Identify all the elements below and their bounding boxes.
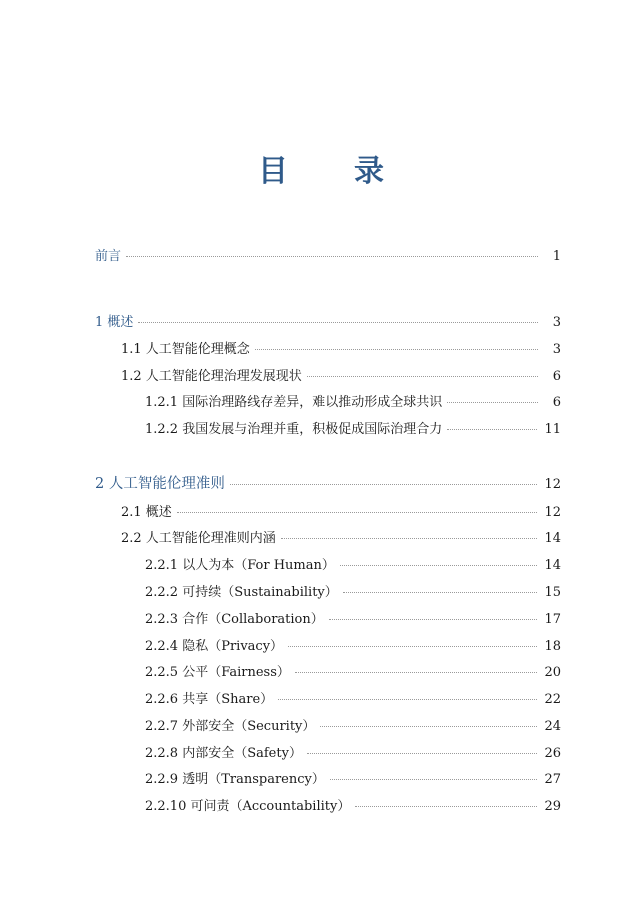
toc-page-number: 20 bbox=[544, 665, 561, 680]
dot-leader bbox=[278, 698, 537, 700]
toc-entry-preface[interactable] bbox=[95, 248, 561, 266]
toc-entry-label: 2.2.9 透明（Transparency） bbox=[145, 772, 325, 787]
toc-entry-2-2-8[interactable] bbox=[145, 745, 561, 763]
dot-leader bbox=[447, 428, 537, 430]
toc-entry-label: 1.2 人工智能伦理治理发展现状 bbox=[121, 369, 302, 384]
title-char-2: 录 bbox=[354, 154, 384, 189]
dot-leader bbox=[177, 511, 538, 513]
dot-leader bbox=[255, 348, 538, 350]
toc-entry-label: 2.2.6 共享（Share） bbox=[145, 692, 274, 707]
toc-page-number: 26 bbox=[544, 746, 561, 761]
dot-leader bbox=[126, 255, 538, 257]
toc-entry-2-2-2[interactable] bbox=[145, 584, 561, 602]
toc-page-number: 18 bbox=[544, 639, 561, 654]
toc-entry-label: 2.2.8 内部安全（Safety） bbox=[145, 746, 302, 761]
toc-entry-label: 2.2.10 可问责（Accountability） bbox=[145, 799, 351, 814]
toc-entry-label: 1.1 人工智能伦理概念 bbox=[121, 342, 250, 357]
toc-entry-2-2[interactable] bbox=[121, 530, 561, 548]
toc-entry-2-2-4[interactable] bbox=[145, 638, 561, 656]
toc-entry-label: 2.1 概述 bbox=[121, 505, 172, 520]
toc-entry-2-2-6[interactable] bbox=[145, 691, 561, 709]
toc-page-number: 22 bbox=[544, 692, 561, 707]
toc-entry-label: 2.2.4 隐私（Privacy） bbox=[145, 639, 284, 654]
dot-leader bbox=[355, 805, 537, 807]
dot-leader bbox=[288, 645, 537, 647]
toc-entry-2-2-10[interactable] bbox=[145, 798, 561, 816]
toc-page-number: 15 bbox=[544, 585, 561, 600]
toc-entry-label: 2.2.7 外部安全（Security） bbox=[145, 719, 316, 734]
toc-page-number: 14 bbox=[544, 558, 561, 573]
toc-entry-label: 2.2 人工智能伦理准则内涵 bbox=[121, 531, 276, 546]
toc-entry-label: 1.2.2 我国发展与治理并重，积极促成国际治理合力 bbox=[145, 422, 443, 437]
toc-entry-1-1[interactable] bbox=[121, 341, 561, 359]
toc-entry-chapter-1[interactable] bbox=[95, 314, 561, 332]
dot-leader bbox=[447, 401, 538, 403]
dot-leader bbox=[295, 671, 538, 673]
toc-entry-2-2-3[interactable] bbox=[145, 611, 561, 629]
toc-page-number: 3 bbox=[552, 315, 561, 330]
toc-page-number: 6 bbox=[552, 395, 561, 410]
dot-leader bbox=[340, 564, 538, 566]
dot-leader bbox=[330, 778, 538, 780]
toc-page-number: 12 bbox=[544, 477, 561, 492]
toc-page-number: 11 bbox=[544, 422, 561, 437]
dot-leader bbox=[230, 483, 538, 485]
toc-entry-2-2-1[interactable] bbox=[145, 557, 561, 575]
toc-entry-label: 1.2.1 国际治理路线存差异，难以推动形成全球共识 bbox=[145, 395, 443, 410]
toc-entry-label: 前言 bbox=[95, 249, 122, 264]
toc-entry-label: 2.2.5 公平（Fairness） bbox=[145, 665, 290, 680]
toc-entry-1-2[interactable] bbox=[121, 368, 561, 386]
title-char-1: 目 bbox=[258, 154, 288, 189]
toc-entry-2-2-9[interactable] bbox=[145, 771, 561, 789]
dot-leader bbox=[281, 537, 538, 539]
dot-leader bbox=[343, 591, 538, 593]
toc-page-number: 12 bbox=[544, 505, 561, 520]
toc-entry-2-2-7[interactable] bbox=[145, 718, 561, 736]
dot-leader bbox=[329, 618, 538, 620]
toc-page-number: 14 bbox=[544, 531, 561, 546]
toc-page-number: 1 bbox=[552, 249, 561, 264]
toc-page-number: 3 bbox=[552, 342, 561, 357]
toc-entry-2-1[interactable] bbox=[121, 504, 561, 522]
toc-entry-label: 1 概述 bbox=[95, 315, 134, 330]
toc-entry-1-2-1[interactable] bbox=[145, 394, 561, 412]
toc-entry-label: 2 人工智能伦理准则 bbox=[95, 476, 225, 492]
dot-leader bbox=[307, 375, 538, 377]
toc-entry-label: 2.2.2 可持续（Sustainability） bbox=[145, 585, 338, 600]
dot-leader bbox=[320, 725, 537, 727]
toc-page-number: 17 bbox=[544, 612, 561, 627]
toc-entry-label: 2.2.3 合作（Collaboration） bbox=[145, 612, 324, 627]
toc-entry-chapter-2[interactable] bbox=[95, 475, 561, 494]
toc-page-number: 27 bbox=[544, 772, 561, 787]
dot-leader bbox=[138, 321, 538, 323]
toc-entry-2-2-5[interactable] bbox=[145, 664, 561, 682]
dot-leader bbox=[307, 752, 538, 754]
toc-entry-1-2-2[interactable] bbox=[145, 421, 561, 439]
toc-page-number: 6 bbox=[552, 369, 561, 384]
toc-page-number: 29 bbox=[544, 799, 561, 814]
toc-page-number: 24 bbox=[544, 719, 561, 734]
toc-entry-label: 2.2.1 以人为本（For Human） bbox=[145, 558, 335, 573]
